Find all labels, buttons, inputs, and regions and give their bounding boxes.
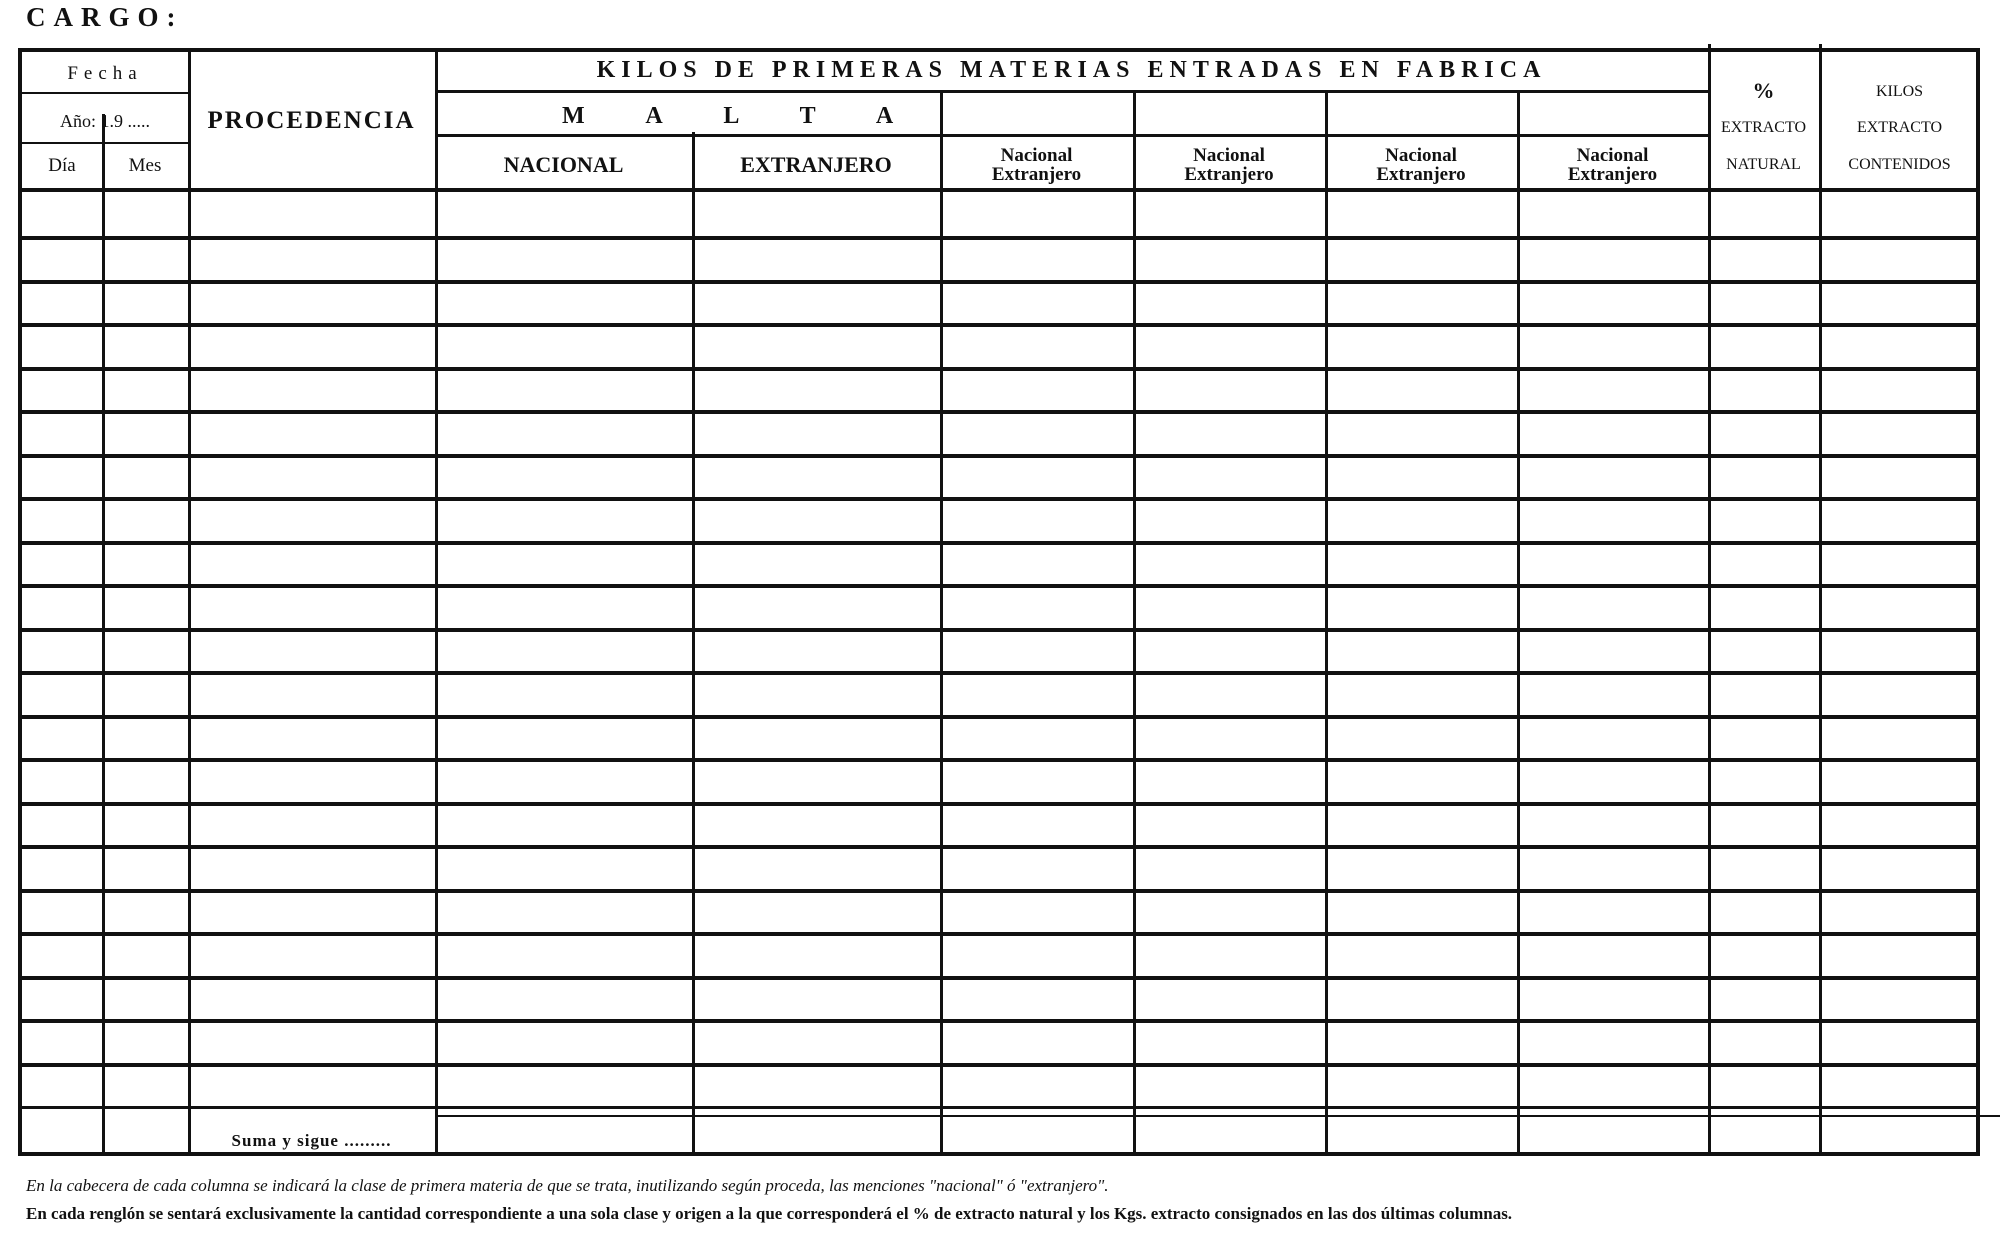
col-line-procedencia	[435, 52, 438, 1156]
table-row-line	[22, 367, 1976, 371]
table-row-line	[22, 976, 1976, 980]
col-line-m3	[1325, 92, 1328, 1156]
total-line-double	[435, 1115, 2000, 1117]
col-line-dia	[102, 114, 105, 1156]
table-row-line	[22, 889, 1976, 893]
header-extracto-2: EXTRACTO	[1856, 119, 1943, 136]
cargo-form-table	[18, 48, 1980, 1156]
header-contenidos: CONTENIDOS	[1848, 156, 1951, 173]
header-kilos: KILOS	[1875, 83, 1924, 100]
col-line-extranjero	[940, 92, 943, 1156]
hdr-line-kilos	[435, 90, 1708, 93]
header-malta: M A L T A	[562, 103, 922, 129]
extranjero-label: Extranjero	[1184, 164, 1274, 185]
table-row-line	[22, 845, 1976, 849]
col-line-m2	[1133, 92, 1136, 1156]
note-1: En la cabecera de cada columna se indicará la clase de primera materia de que se trata, inutilizando según proceda, las menciones "nacional" ó "extranjero".	[26, 1176, 1109, 1195]
header-nacional: NACIONAL	[503, 152, 624, 177]
col-line-pct	[1708, 44, 1711, 1156]
table-row-line	[22, 628, 1976, 632]
nacional-label: Nacional	[1193, 145, 1265, 166]
header-nac-ext-2	[1133, 146, 1325, 184]
nacional-label: Nacional	[1385, 145, 1457, 166]
header-extracto: EXTRACTO	[1720, 119, 1807, 136]
table-row-line	[22, 584, 1976, 588]
table-row-line	[22, 541, 1976, 545]
extranjero-label: Extranjero	[991, 164, 1082, 185]
header-fecha: Fecha	[67, 63, 143, 84]
header-extranjero: EXTRANJERO	[740, 152, 892, 177]
header-natural: NATURAL	[1726, 156, 1801, 173]
header-nac-ext-4	[1517, 146, 1708, 184]
header-nac-ext-1	[940, 146, 1133, 184]
table-row-line	[22, 802, 1976, 806]
nacional-label: Nacional	[1000, 145, 1073, 166]
table-row-line	[22, 410, 1976, 414]
table-row-line	[22, 1063, 1976, 1067]
extranjero-label: Extranjero	[1376, 164, 1466, 185]
header-kilos-primeras: KILOS DE PRIMERAS MATERIAS ENTRADAS EN FABRICA	[596, 57, 1547, 83]
table-row-line	[22, 236, 1976, 240]
extranjero-label: Extranjero	[1567, 164, 1658, 185]
total-line	[22, 1106, 1976, 1109]
header-pct-symbol: %	[1752, 78, 1775, 103]
form-notes	[26, 1176, 1976, 1232]
table-row-line	[22, 932, 1976, 936]
col-line-mes	[188, 52, 191, 1156]
suma-y-sigue: Suma y sigue .........	[231, 1131, 392, 1150]
header-dia: Día	[48, 155, 76, 176]
col-line-kilos	[1819, 44, 1822, 1156]
col-line-m4	[1517, 92, 1520, 1156]
hdr-line-fecha	[22, 92, 188, 94]
table-row-line	[22, 280, 1976, 284]
table-row-line	[22, 1019, 1976, 1023]
header-anio: Año: 1.9 .....	[60, 111, 150, 131]
hdr-line-malta	[435, 134, 1708, 137]
form-title: CARGO:	[26, 2, 184, 32]
table-row-line	[22, 715, 1976, 719]
hdr-line-bottom	[22, 188, 1976, 192]
table-row-line	[22, 671, 1976, 675]
header-procedencia: PROCEDENCIA	[207, 107, 416, 134]
note-2: En cada renglón se sentará exclusivamente la cantidad correspondiente a una sola clase y origen a la que corresponderá el % de extracto natural y los Kgs. extracto consignados en las dos últimas columnas.	[26, 1204, 1513, 1223]
col-line-nacional	[692, 132, 695, 1156]
hdr-line-anio	[22, 142, 188, 144]
table-row-line	[22, 758, 1976, 762]
table-row-line	[22, 323, 1976, 327]
header-nac-ext-3	[1325, 146, 1517, 184]
header-mes: Mes	[128, 155, 162, 176]
nacional-label: Nacional	[1576, 145, 1649, 166]
table-row-line	[22, 454, 1976, 458]
table-row-line	[22, 497, 1976, 501]
